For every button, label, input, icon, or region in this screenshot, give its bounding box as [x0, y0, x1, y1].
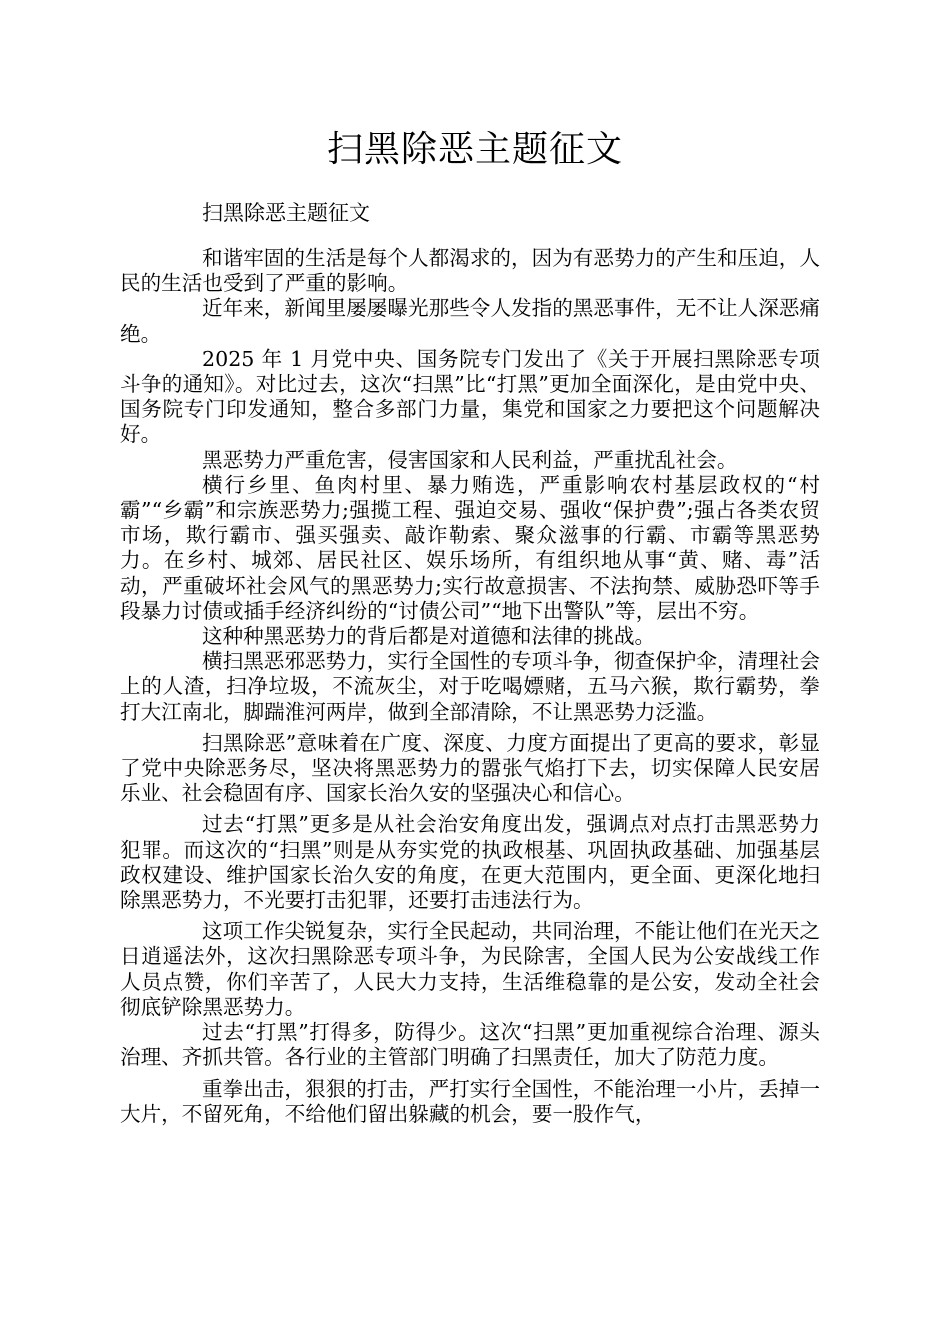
paragraph: 横行乡里、鱼肉村里、暴力贿选，严重影响农村基层政权的“村霸”“乡霸”和宗族恶势力;强揽工程、强迫交易、强收“保护费”;强占各类农贸市场，欺行霸市、强买强卖、敲诈勒索、聚众滋事的行霸、市霸等黑恶势力。在乡村、城郊、居民社区、娱乐场所，有组织地从事“黄、赌、毒”活动，严重破坏社会风气的黑恶势力;实行故意损害、不法拘禁、威胁恐吓等手段暴力讨债或插手经济纠纷的“讨债公司”“地下出警队”等，层出不穷。	[120, 472, 820, 623]
paragraph: 黑恶势力严重危害，侵害国家和人民利益，严重扰乱社会。	[202, 447, 738, 472]
document-title: 扫黑除恶主题征文	[326, 129, 623, 170]
paragraph: 重拳出击，狠狠的打击，严打实行全国性，不能治理一小片，丢掉一大片，不留死角，不给他们留出躲藏的机会，要一股作气，	[120, 1076, 820, 1126]
paragraph: 横扫黑恶邪恶势力，实行全国性的专项斗争，彻查保护伞，清理社会上的人渣，扫净垃圾，不流灰尘，对于吃喝嫖赌，五马六猴，欺行霸势，拳打大江南北，脚踹淮河两岸，做到全部清除，不让黑恶势力泛滥。	[120, 649, 820, 724]
paragraph: 过去“打黑”打得多，防得少。这次“扫黑”更加重视综合治理、源头治理、齐抓共管。各行业的主管部门明确了扫黑责任，加大了防范力度。	[120, 1020, 820, 1070]
paragraph: 近年来，新闻里屡屡曝光那些令人发指的黑恶事件，无不让人深恶痛绝。	[120, 296, 820, 346]
paragraph: 这种种黑恶势力的背后都是对道德和法律的挑战。	[202, 624, 656, 649]
paragraph: 2025 年 1 月党中央、国务院专门发出了《关于开展扫黑除恶专项斗争的通知》。对比过去，这次“扫黑”比“打黑”更加全面深化，是由党中央、国务院专门印发通知，整合多部门力量，集党和国家之力要把这个问题解决好。	[120, 346, 820, 447]
document-subtitle: 扫黑除恶主题征文	[202, 201, 370, 225]
paragraph: 扫黑除恶”意味着在广度、深度、力度方面提出了更高的要求，彰显了党中央除恶务尽，坚决将黑恶势力的嚣张气焰打下去，切实保障人民安居乐业、社会稳固有序、国家长治久安的坚强决心和信心。	[120, 730, 820, 806]
paragraph: 这项工作尖锐复杂，实行全民起动，共同治理，不能让他们在光天之日逍遥法外，这次扫黑除恶专项斗争，为民除害，全国人民为公安战线工作人员点赞，你们辛苦了，人民大力支持，生活维稳靠的是公安，发动全社会彻底铲除黑恶势力。	[120, 919, 820, 1019]
paragraph: 和谐牢固的生活是每个人都渴求的，因为有恶势力的产生和压迫，人民的生活也受到了严重的影响。	[120, 246, 820, 296]
document-body	[120, 246, 820, 1127]
paragraph: 过去“打黑”更多是从社会治安角度出发，强调点对点打击黑恶势力犯罪。而这次的“扫黑”则是从夯实党的执政根基、巩固执政基础、加强基层政权建设、维护国家长治久安的角度，在更大范围内，更全面、更深化地扫除黑恶势力，不光要打击犯罪，还要打击违法行为。	[120, 812, 820, 913]
